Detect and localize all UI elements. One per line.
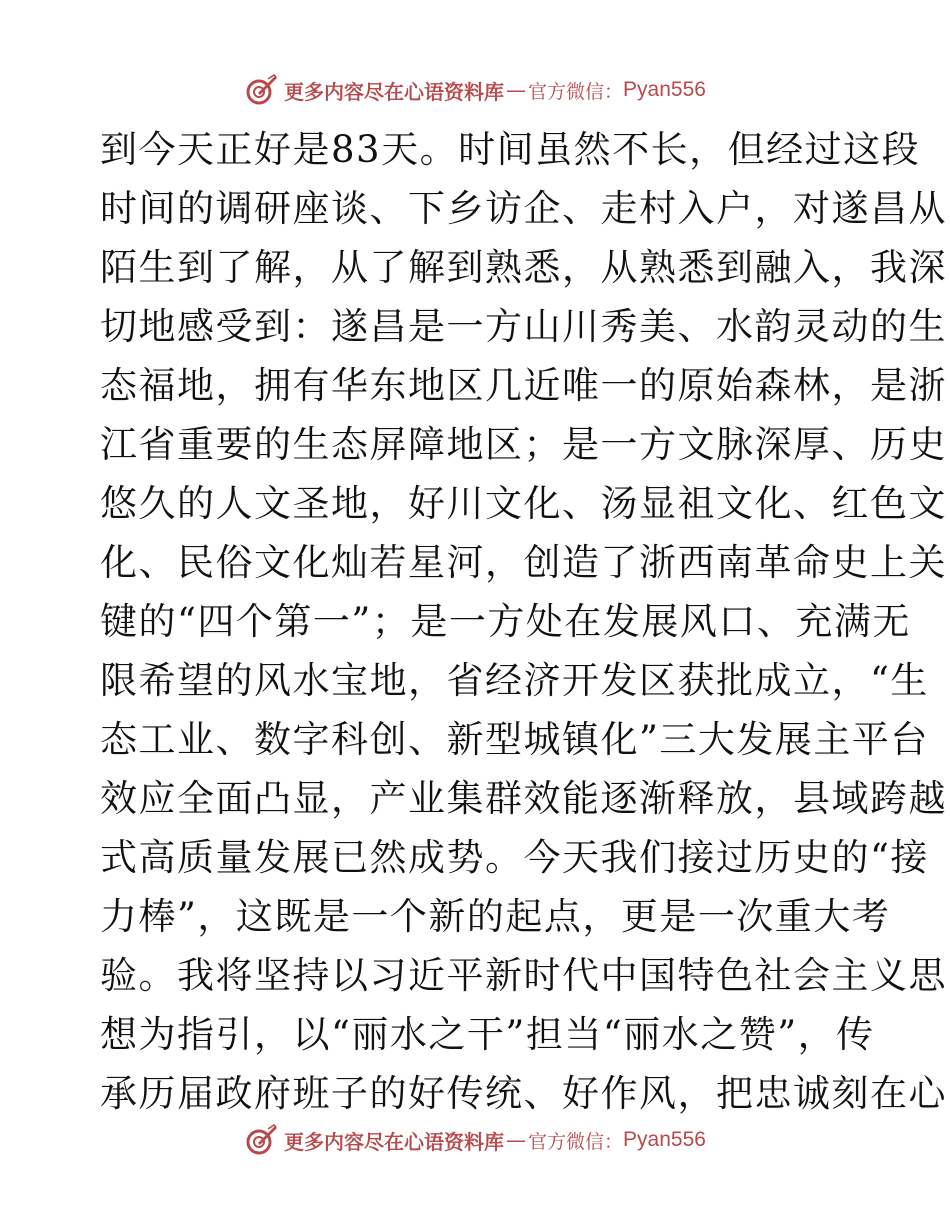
body-line: 式高质量发展已然成势。今天我们接过历史的“接 [100, 836, 929, 879]
body-line: 想为指引，以“丽水之干”担当“丽水之赞”，传 [100, 1013, 875, 1056]
document-body [100, 120, 947, 1123]
watermark-wechat-id: Pyan556 [623, 1128, 706, 1151]
watermark-text: 更多内容尽在心语资料库 [284, 1129, 505, 1154]
watermark-wechat-label: 官方微信： [528, 80, 624, 103]
body-line: 时间的调研座谈、下乡访企、走村入户，对遂昌从 [100, 187, 947, 230]
body-line: 键的“四个第一”；是一方处在发展风口、充满无 [100, 600, 911, 643]
body-line: 态工业、数字科创、新型城镇化”三大发展主平台 [100, 718, 929, 761]
watermark-text: 更多内容尽在心语资料库 [284, 79, 505, 104]
body-line: 态福地，拥有华东地区几近唯一的原始森林，是浙 [100, 364, 947, 407]
body-line: 化、民俗文化灿若星河，创造了浙西南革命史上关 [100, 541, 947, 584]
watermark-dash: — [506, 78, 527, 102]
body-line: 力棒”，这既是一个新的起点，更是一次重大考 [100, 895, 891, 938]
body-line: 江省重要的生态屏障地区；是一方文脉深厚、历史 [100, 423, 947, 466]
watermark-wechat-id: Pyan556 [623, 78, 706, 101]
watermark-wechat-label: 官方微信： [528, 1130, 624, 1153]
body-line: 承历届政府班子的好传统、好作风，把忠诚刻在心 [100, 1072, 947, 1115]
body-line: 限希望的风水宝地，省经济开发区获批成立，“生 [100, 659, 929, 702]
header-watermark [0, 70, 950, 110]
body-line: 悠久的人文圣地，好川文化、汤显祖文化、红色文 [100, 482, 947, 525]
body-line: 陌生到了解，从了解到熟悉，从熟悉到融入，我深 [100, 246, 947, 289]
quill-logo-icon [244, 73, 278, 107]
body-line: 切地感受到：遂昌是一方山川秀美、水韵灵动的生 [100, 305, 947, 348]
body-line: 到今天正好是83天。时间虽然不长，但经过这段 [100, 128, 921, 171]
quill-logo-icon [244, 1123, 278, 1157]
body-line: 验。我将坚持以习近平新时代中国特色社会主义思 [100, 954, 947, 997]
watermark-dash: — [506, 1128, 527, 1152]
footer-watermark [0, 1120, 950, 1160]
body-line: 效应全面凸显，产业集群效能逐渐释放，县域跨越 [100, 777, 947, 820]
